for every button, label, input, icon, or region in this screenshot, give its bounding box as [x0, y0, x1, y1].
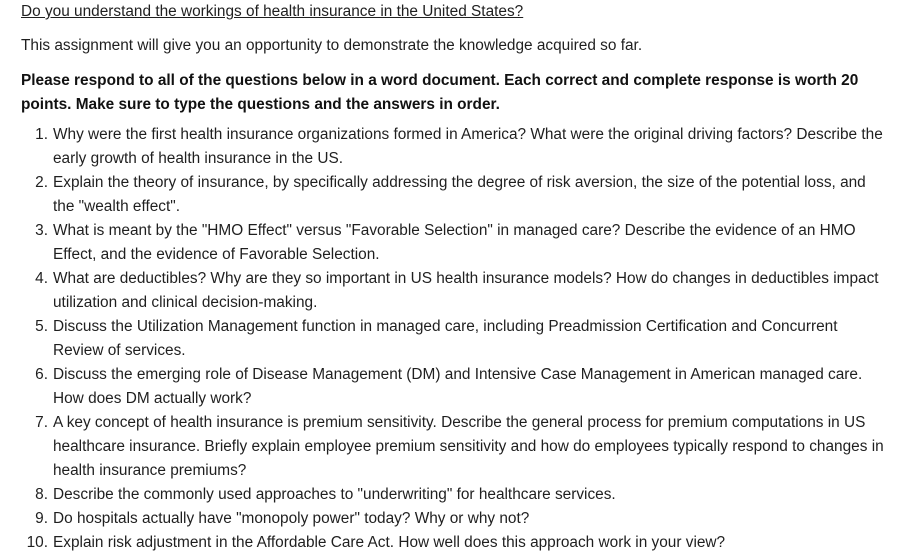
question-text: Discuss the Utilization Management function in managed care, including Preadmission Certification and Concurrent Review of services.: [53, 318, 838, 359]
question-text: Explain risk adjustment in the Affordable Care Act. How well does this approach work in your view?: [53, 534, 726, 551]
question-number: 5.: [35, 318, 48, 335]
question-item: [21, 483, 891, 507]
question-item: [21, 531, 891, 555]
question-item: [21, 123, 891, 171]
question-text: Discuss the emerging role of Disease Management (DM) and Intensive Case Management in American managed care. How does DM actually work?: [53, 366, 863, 407]
question-item: [21, 507, 891, 531]
question-text: A key concept of health insurance is premium sensitivity. Describe the general process for premium computations in US healthcare insurance. Briefly explain employee premium sensitivity and how do employees typically respond to changes in health insurance premiums?: [53, 414, 884, 479]
question-number: 4.: [35, 270, 48, 287]
question-item: [21, 267, 891, 315]
question-text: Do hospitals actually have "monopoly power" today? Why or why not?: [53, 510, 530, 527]
question-text: Explain the theory of insurance, by specifically addressing the degree of risk aversion, the size of the potential loss, and the "wealth effect".: [53, 174, 866, 215]
question-item: [21, 219, 891, 267]
question-text: What are deductibles? Why are they so important in US health insurance models? How do changes in deductibles impact utilization and clinical decision-making.: [53, 270, 879, 311]
assignment-intro: This assignment will give you an opportunity to demonstrate the knowledge acquired so far.: [21, 37, 643, 54]
question-item: [21, 363, 891, 411]
question-number: 3.: [35, 222, 48, 239]
question-number: 6.: [35, 366, 48, 383]
question-number: 9.: [35, 510, 48, 527]
question-number: 1.: [35, 126, 48, 143]
question-list: [21, 123, 891, 555]
assignment-instructions: Please respond to all of the questions below in a word document. Each correct and complete response is worth 20 points. Make sure to type the questions and the answers in order.: [21, 72, 859, 113]
question-text: Why were the first health insurance organizations formed in America? What were the original driving factors? Describe the early growth of health insurance in the US.: [53, 126, 883, 167]
question-number: 10.: [26, 534, 48, 551]
assignment-title: Do you understand the workings of health insurance in the United States?: [21, 3, 524, 20]
question-number: 8.: [35, 486, 48, 503]
question-item: [21, 171, 891, 219]
question-text: Describe the commonly used approaches to "underwriting" for healthcare services.: [53, 486, 616, 503]
question-number: 2.: [35, 174, 48, 191]
question-item: [21, 315, 891, 363]
question-text: What is meant by the "HMO Effect" versus "Favorable Selection" in managed care? Describe the evidence of an HMO Effect, and the evidence of Favorable Selection.: [53, 222, 856, 263]
assignment-document: [21, 0, 891, 555]
question-number: 7.: [35, 414, 48, 431]
question-item: [21, 411, 891, 483]
